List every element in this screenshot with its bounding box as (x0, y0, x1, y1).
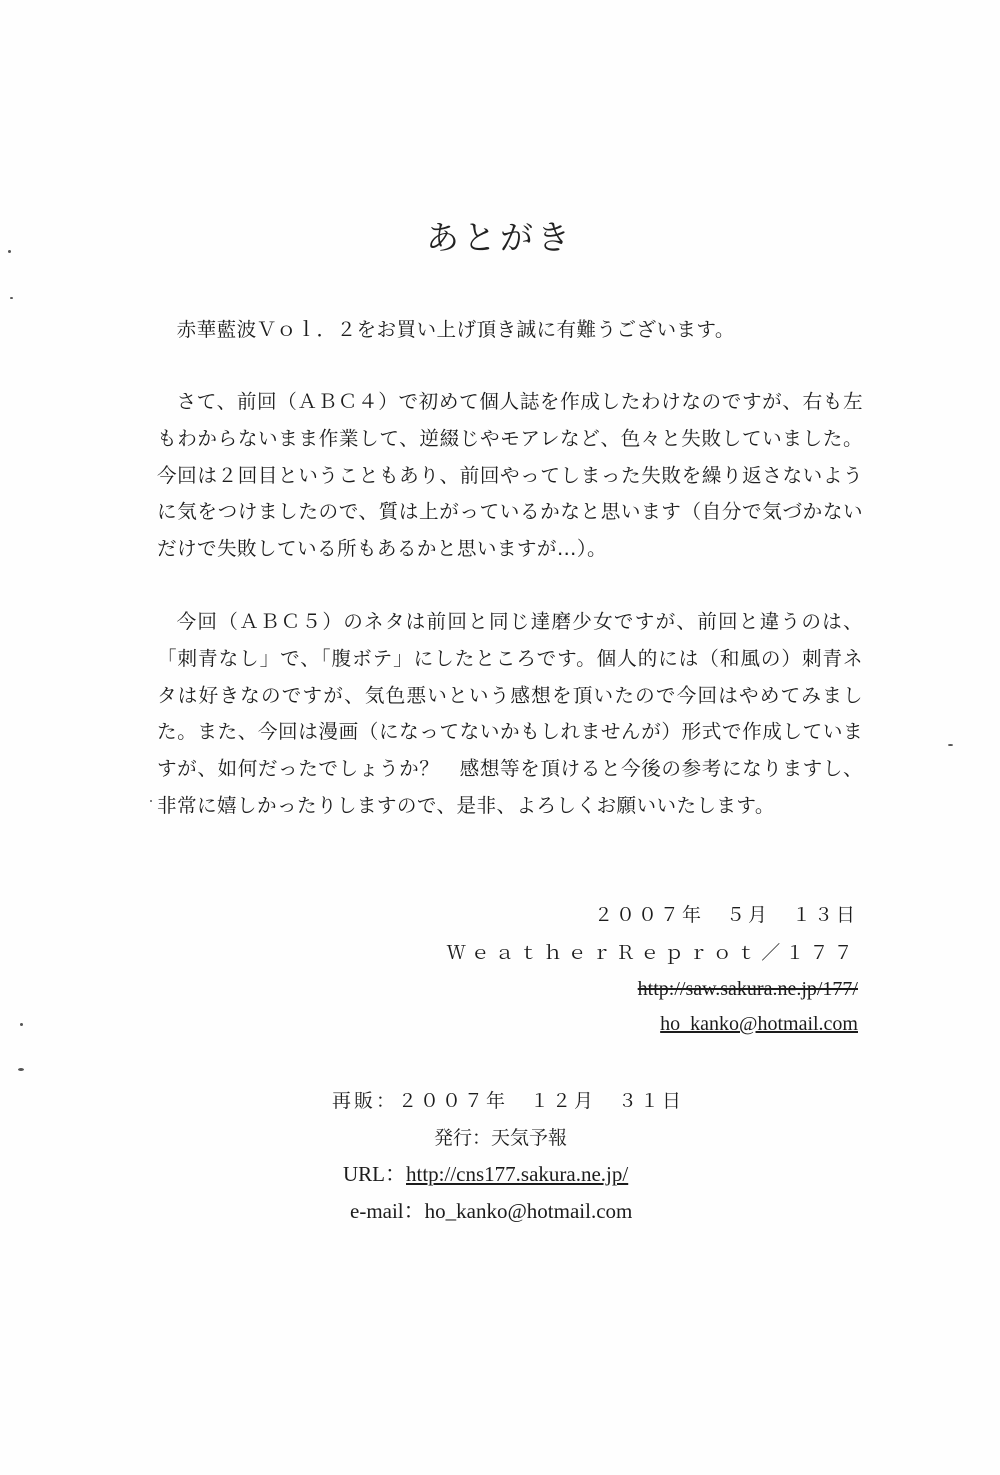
paragraph-thanks (157, 312, 863, 349)
reprint-date: ２００７年 １２月 ３１日 (398, 1090, 685, 1112)
paragraph-text: さて、前回（ＡＢＣ４）で初めて個人誌を作成したわけなのですが、右も左もわからないまま作業して、逆綴じやモアレなど、色々と失敗していました。今回は２回目ということもあり、前回やってしまった失敗を繰り返さないように気をつけましたので、質は上がっているかなと思います（自分で気づかないだけで失敗している所もあるかと思いますが…）。 (157, 390, 863, 561)
email-label: e-mail： (350, 1199, 425, 1223)
paragraph-text: 今回（ＡＢＣ５）のネタは前回と同じ達磨少女ですが、前回と違うのは、「刺青なし」で、「腹ボテ」にしたところです。個人的には（和風の）刺青ネタは好きなのですが、気色悪いという感想を頂いたので今回はやめてみました。また、今回は漫画（になってないかもしれませんが）形式で作成していますが、如何だったでしょうか？ 感想等を頂けると今後の参考になりますし、非常に嬉しかったりしますので、是非、よろしくお願いいたします。 (157, 610, 863, 817)
publisher-label: 発行： (434, 1127, 492, 1149)
colophon-url (343, 1158, 628, 1188)
page-title: あとがき (426, 218, 574, 257)
signature-email: ho_kanko@hotmail.com (660, 1013, 858, 1035)
signature-date: ２００７年 ５月 １３日 (593, 904, 858, 926)
scan-speck (150, 800, 152, 802)
colophon-publisher (434, 1123, 567, 1150)
reprint-label: 再販： (332, 1090, 399, 1112)
signature-old-url: http://saw.sakura.ne.jp/177/ (637, 978, 858, 1000)
paragraph-previous-issue (157, 384, 863, 568)
scan-speck (10, 297, 13, 299)
url-label: URL： (343, 1162, 406, 1186)
scan-speck (8, 250, 11, 253)
signature-circle-name: ＷｅａｔｈｅｒＲｅｐｒｏｔ／１７７ (446, 942, 858, 964)
scan-speck (948, 744, 953, 746)
scan-speck (20, 1023, 23, 1026)
url-link[interactable]: http://cns177.sakura.ne.jp/ (406, 1162, 629, 1186)
scan-speck (18, 1068, 24, 1071)
colophon-email (350, 1195, 632, 1225)
paragraph-text: 赤華藍波Ｖｏｌ．２をお買い上げ頂き誠に有難うございます。 (176, 318, 735, 341)
colophon-reprint (332, 1086, 684, 1113)
email-address: ho_kanko@hotmail.com (424, 1199, 633, 1223)
publisher-name: 天気予報 (491, 1127, 568, 1149)
paragraph-this-issue (157, 604, 863, 825)
